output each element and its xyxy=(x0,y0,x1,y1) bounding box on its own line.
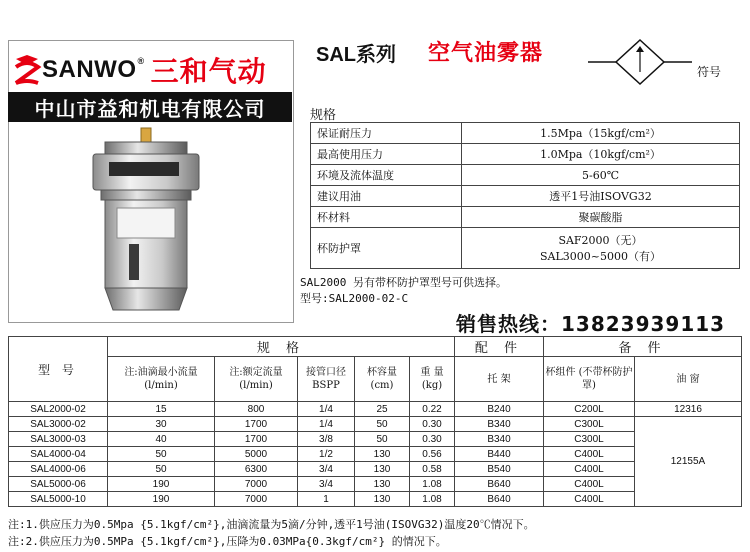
col-bracket: 托 架 xyxy=(455,357,544,402)
spec-row: 杯防护罩 SAF2000（无） SAL3000~5000（有） xyxy=(311,228,740,269)
sanwo-emblem-icon xyxy=(12,53,42,87)
table-row: SAL5000-10 190 7000 1 130 1.08 B640 C400L xyxy=(9,492,742,507)
product-photo xyxy=(8,122,294,323)
spec-heading: 规格 xyxy=(310,108,337,123)
col-group-spec: 规 格 xyxy=(108,337,455,357)
symbol-label: 符号 xyxy=(697,65,722,79)
table-row: SAL2000-02 15 800 1/4 25 0.22 B240 C200L 12316 xyxy=(9,402,742,417)
col-bowl-assembly: 杯组件 (不带杯防护罩) xyxy=(544,357,635,402)
col-rated-flow: 注:额定流量 (l/min) xyxy=(215,357,298,402)
brand-name-cn: 三和气动 xyxy=(150,55,267,88)
col-bowl-capacity: 杯容量 (cm) xyxy=(355,357,410,402)
cover-note: SAL2000 另有带杯防护罩型号可供选择。 xyxy=(300,276,507,289)
spec-row: 最高使用压力 1.0Mpa（10kgf/cm²） xyxy=(311,144,740,165)
col-port-size: 接管口径 BSPP xyxy=(298,357,355,402)
product-title: 空气油雾器 xyxy=(428,41,544,66)
footnote-2: 注:2.供应压力为0.5MPa {5.1kgf/cm²},压降为0.03MPa{0.3kgf/cm²} 的情况下。 xyxy=(8,535,447,548)
lubricator-symbol-icon xyxy=(586,38,696,86)
table-row: SAL3000-03 40 1700 3/8 50 0.30 B340 C300L xyxy=(9,432,742,447)
spec-row: 环境及流体温度 5-60℃ xyxy=(311,165,740,186)
col-weight: 重 量 (kg) xyxy=(410,357,455,402)
table-row: SAL4000-06 50 6300 3/4 130 0.58 B540 C400L xyxy=(9,462,742,477)
col-group-parts: 配 件 xyxy=(455,337,544,357)
model-note: 型号:SAL2000-02-C xyxy=(300,292,409,305)
col-oil-window: 油 窗 xyxy=(635,357,742,402)
spec-row: 保证耐压力 1.5Mpa（15kgf/cm²） xyxy=(311,123,740,144)
table-row: SAL3000-02 30 1700 1/4 50 0.30 B340 C300L 12155A xyxy=(9,417,742,432)
lubricator-image xyxy=(9,122,293,322)
footnote-1: 注:1.供应压力为0.5Mpa {5.1kgf/cm²},油滴流量为5滴/分钟,透平1号油(ISOVG32)温度20℃情况下。 xyxy=(8,518,535,531)
series-title: SAL系列 xyxy=(316,44,396,66)
brand-logo xyxy=(12,52,267,88)
col-model: 型 号 xyxy=(9,337,108,402)
brand-name-en: SANWO® xyxy=(42,56,145,83)
col-group-accessories: 备 件 xyxy=(544,337,742,357)
spec-row: 杯材料 聚碳酸脂 xyxy=(311,207,740,228)
table-row: SAL4000-04 50 5000 1/2 130 0.56 B440 C400L xyxy=(9,447,742,462)
sales-hotline: 销售热线：13823939113 xyxy=(456,312,726,336)
oil-window-merged: 12155A xyxy=(635,417,742,507)
spec-table xyxy=(310,122,740,269)
col-min-drip-flow: 注:油滴最小流量 (l/min) xyxy=(108,357,215,402)
table-row: SAL5000-06 190 7000 3/4 130 1.08 B640 C400L xyxy=(9,477,742,492)
company-name: 中山市益和机电有限公司 xyxy=(8,92,292,122)
spec-row: 建议用油 透平1号油ISOVG32 xyxy=(311,186,740,207)
model-table xyxy=(8,336,742,507)
